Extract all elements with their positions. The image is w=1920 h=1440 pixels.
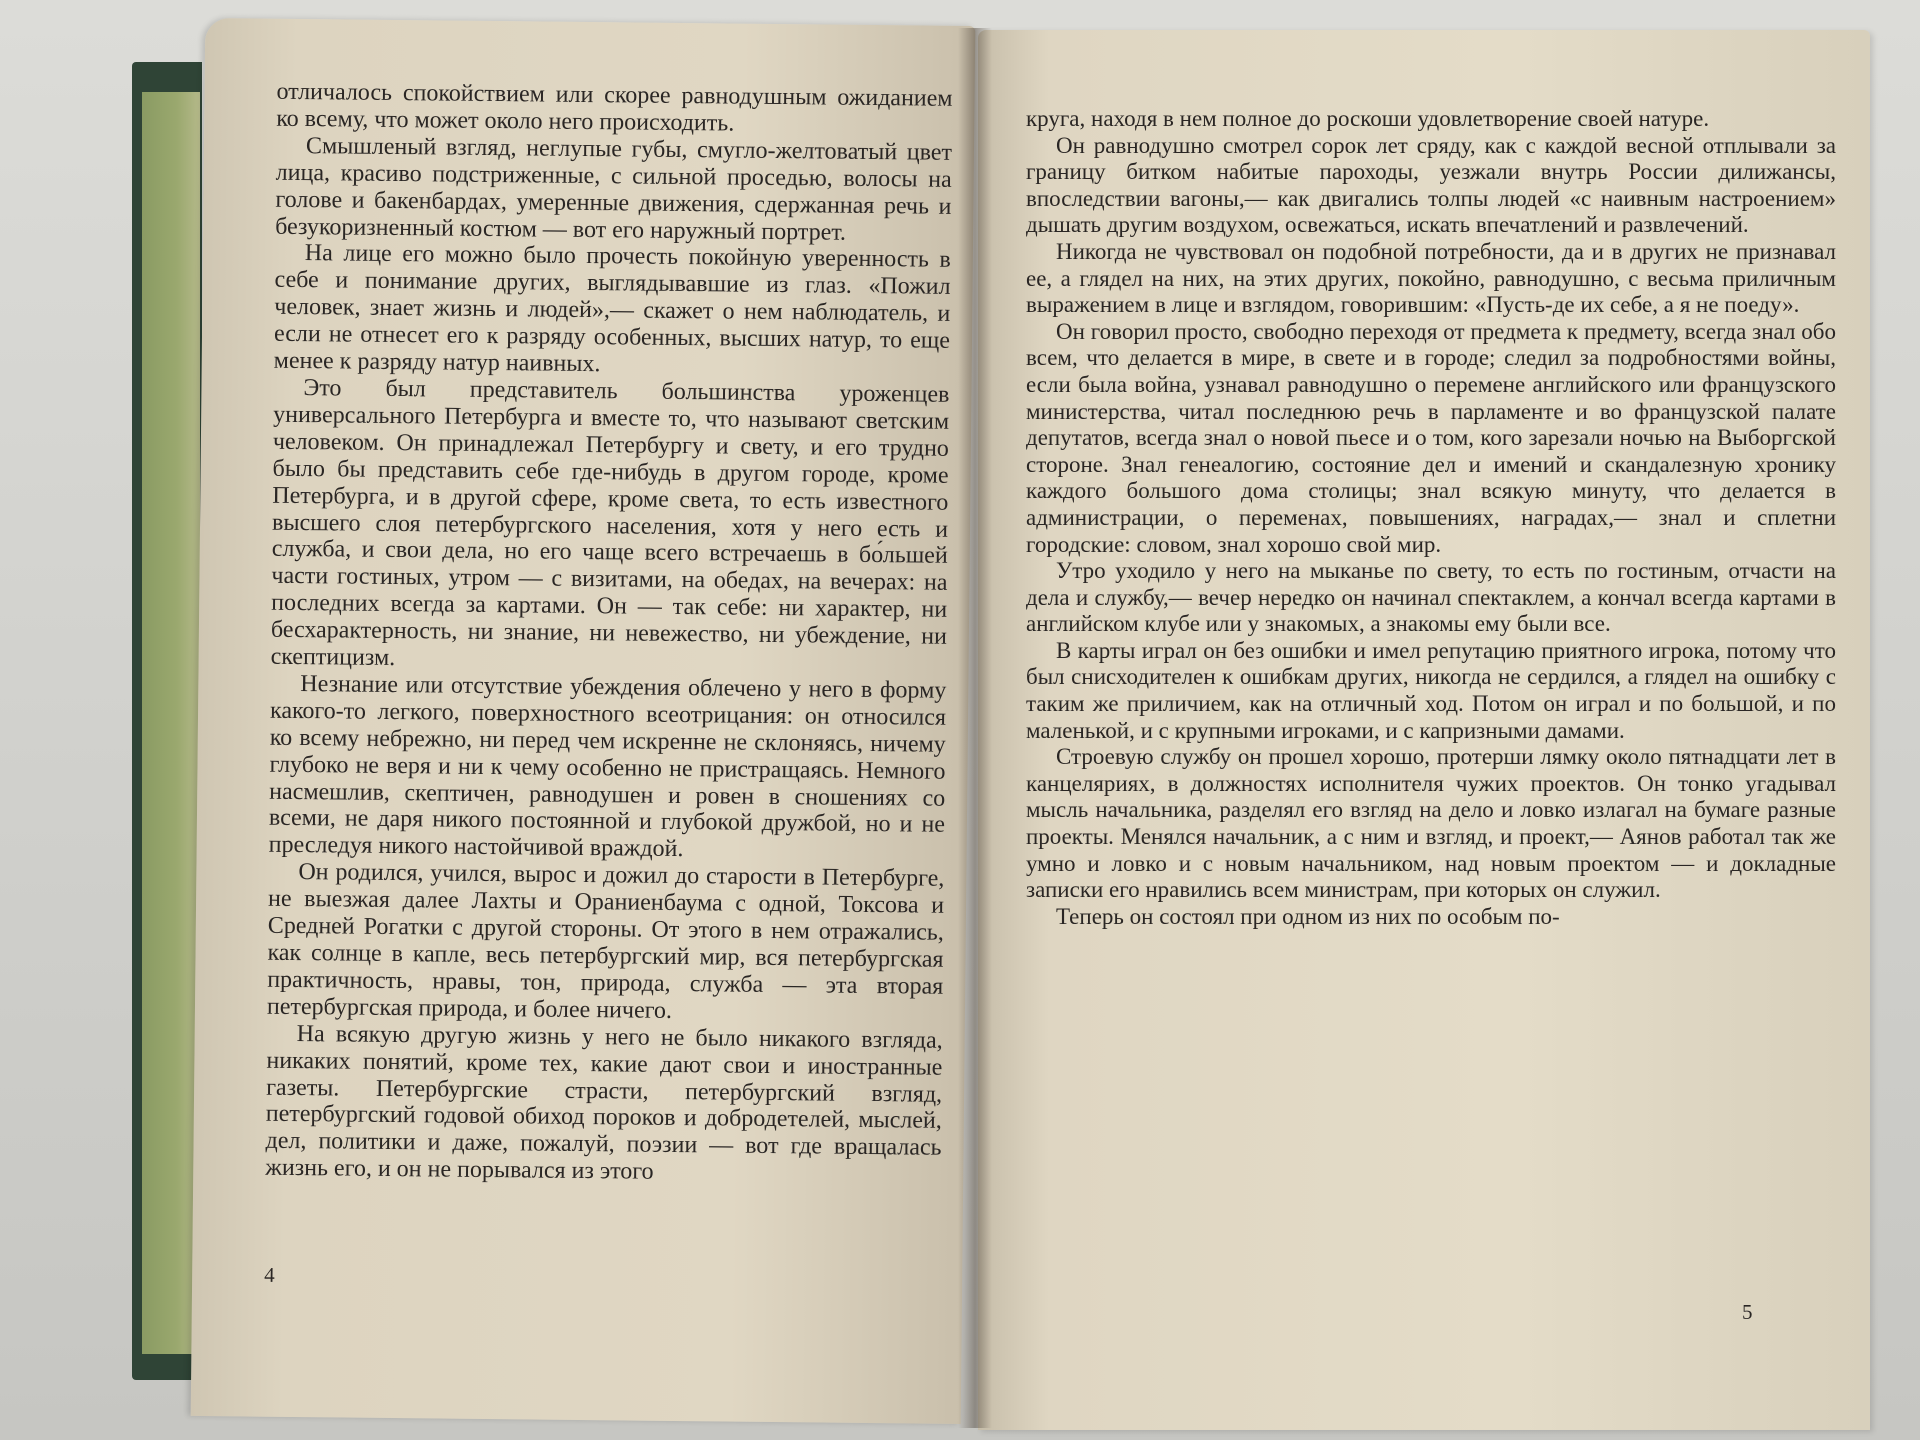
right-paragraph: Теперь он состоял при одном из них по особым по-: [1056, 903, 1560, 929]
left-paragraph: Смышленый взгляд, неглупые губы, смугло-желтоватый цвет лица, красиво подстриженные, с сильной проседью, волосы на голове и бакенбардах, умеренные движения, сдержанная речь и безукоризненный костюм — вот его наружный портрет.: [275, 132, 953, 246]
right-paragraph: круга, находя в нем полное до роскоши удовлетворение своей натуре.: [1026, 106, 1710, 131]
right-page: [978, 30, 1870, 1430]
right-paragraph: Никогда не чувствовал он подобной потребности, да и в других не признавал ее, а глядел на них, на этих других, покойно, равнодушно, с весьма приличным выражением в лице и взглядом, говорившим: «Пусть-де их себе, а я не поеду».: [1026, 238, 1836, 318]
page-number-right: 5: [1742, 1300, 1753, 1324]
right-paragraph: Он равнодушно смотрел сорок лет сряду, как с каждой весной отплывали за границу битком набитые пароходы, уезжали внутрь России дилижансы, впоследствии вагоны,— как двигались толпы людей «с наивным настроением» дышать другим воздухом, освежаться, искать впечатлений и развлечений.: [1026, 132, 1836, 238]
left-paragraph: Он родился, учился, вырос и дожил до старости в Петербурге, не выезжая далее Лахты и Ораниенбаума с одной, Токсова и Средней Рогатки с другой стороны. От этого в нем отражались, как солнце в капле, весь петербургский мир, вся петербургская практичность, нравы, тон, природа, служба — эта вторая петербургская природа, и более ничего.: [266, 859, 945, 1024]
right-page-text: [1026, 106, 1836, 930]
book-gutter: [958, 28, 992, 1428]
right-paragraph: Строевую службу он прошел хорошо, протерши лямку около пятнадцати лет в канцеляриях, в должностях исполнителя чужих проектов. Он тонко угадывал мысль начальника, разделял его взгляд на дело и ловко излагал на бумаге разные проекты. Менялся начальник, а с ним и взгляд, и проект,— Аянов работал так же умно и ловко и с новым начальником, над новым проектом — и докладные записки его нравились всем министрам, при которых он служил.: [1026, 744, 1836, 903]
left-paragraph: Незнание или отсутствие убеждения облечено у него в форму какого-то легкого, поверхностного всеотрицания: он относился ко всему небрежно, ни перед чем искренне не склоняясь, ничему глубоко не веря и ни к чему особенно не пристращаясь. Немного насмешлив, скептичен, равнодушен и ровен в сношениях со всеми, не даря никого постоянной и глубокой дружбой, но и не преследуя никого настойчивой враждой.: [268, 670, 947, 863]
right-paragraph: Он говорил просто, свободно переходя от предмета к предмету, всегда знал обо всем, что делается в мире, в свете и в городе; следил за подробностями войны, если была война, узнавал равнодушно о перемене английского или французского министерства, читал последнюю речь в парламенте и во французской палате депутатов, всегда знал о новой пьесе и о том, кого зарезали ночью на Выборгской стороне. Знал генеалогию, состояние дел и имений и скандалезную хронику каждого большого дома столицы; знал всякую минуту, что делается в администрации, о переменах, повышениях, наградах,— знал и сплетни городские: словом, знал хорошо свой мир.: [1026, 318, 1836, 557]
right-paragraph: Утро уходило у него на мыканье по свету, то есть по гостиным, отчасти на дела и службу,— вечер нередко он начинал спектаклем, а кончал всегда картами в английском клубе или у знакомых, а знакомы ему были все.: [1026, 558, 1836, 637]
left-paragraph: отличалось спокойствием или скорее равнодушным ожиданием ко всему, что может около него происходить.: [276, 78, 953, 137]
left-paragraph: На лице его можно было прочесть покойную уверенность в себе и понимание других, выглядывавшие из глаз. «Пожил человек, знает жизнь и людей»,— скажет о нем наблюдатель, и если не отнесет его к разряду особенных, высших натур, то еще менее к разряду натур наивных.: [273, 240, 951, 378]
left-page: [191, 18, 976, 1424]
right-paragraph: В карты играл он без ошибки и имел репутацию приятного игрока, потому что был снисходителен к ошибкам других, никогда не сердился, а глядел на ошибку с таким же приличием, как на отличный ход. Потом он играл и по большой, и по маленькой, и с крупными игроками, и с капризными дамами.: [1026, 637, 1836, 743]
page-number-left: 4: [264, 1262, 275, 1287]
left-paragraph: Это был представитель большинства уроженцев универсального Петербурга и вместе то, что называют светским человеком. Он принадлежал Петербургу и свету, и его трудно было бы представить себе где-нибудь в другом городе, кроме Петербурга, и в другой сфере, кроме света, то есть известного высшего слоя петербургского населения, хотя у него есть и служба, и свои дела, но его чаще всего встречаешь в бо́льшей части гостиных, утром — с визитами, на обедах, на вечерах: на последних всегда за картами. Он — так себе: ни характер, ни бесхарактерность, ни знание, ни невежество, ни убеждение, ни скептицизм.: [270, 375, 950, 672]
book-page-edges: [142, 92, 200, 1354]
left-paragraph: На всякую другую жизнь у него не было никакого взгляда, никаких понятий, кроме тех, какие дают свои и иностранные газеты. Петербургские страсти, петербургский взгляд, петербургский годовой обиход пороков и добродетелей, мыслей, дел, политики и даже, пожалуй, поэзии — вот где вращалась жизнь его, и он не порывался из этого: [265, 1020, 943, 1186]
left-page-text: [265, 79, 953, 1189]
